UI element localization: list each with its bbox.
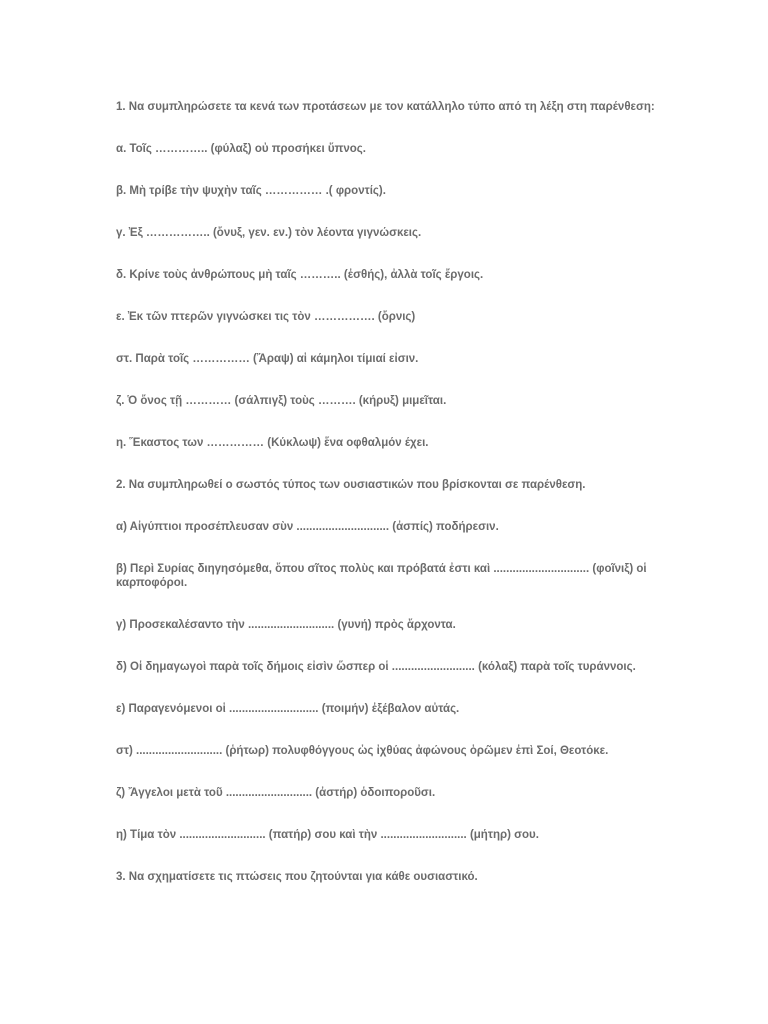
exercise-1-item-d: δ. Κρίνε τοὺς ἀνθρώπους μὴ ταῖς ……….. (ἐσθής), ἀλλὰ τοῖς ἔργοις. xyxy=(116,269,484,281)
exercise-1-item-e: ε. Ἐκ τῶν πτερῶν γιγνώσκει τις τὸν ……………. (ὄρνις) xyxy=(116,311,416,323)
exercise-1-item-b: β. Μὴ τρίβε τὴν ψυχὴν ταῖς …………… .( φροντίς). xyxy=(116,185,386,197)
exercise-2-item-a: α) Αἰγύπτιοι προσέπλευσαν σὺν ............................. (ἀσπίς) ποδήρεσιν. xyxy=(116,521,499,533)
section-3-heading: 3. Να σχηματίσετε τις πτώσεις που ζητούνται για κάθε ουσιαστικό. xyxy=(116,871,478,883)
exercise-1-item-st: στ. Παρὰ τοῖς …………… (Ἄραψ) αἱ κάμηλοι τίμιαί εἰσιν. xyxy=(116,353,419,365)
exercise-1-item-z: ζ. Ὁ ὄνος τῇ ………… (σάλπιγξ) τοὺς ………. (κήρυξ) μιμεῖται. xyxy=(116,395,447,407)
exercise-2-item-st: στ) ........................... (ῥήτωρ) πολυφθόγγους ὡς ἰχθύας ἀφώνους ὁρῶμεν ἐπὶ Σοί, Θεοτόκε. xyxy=(116,745,609,757)
exercise-2-item-z: ζ) Ἄγγελοι μετὰ τοῦ ........................... (ἀστήρ) ὁδοιποροῦσι. xyxy=(116,787,436,799)
exercise-2-item-d: δ) Οἱ δημαγωγοὶ παρὰ τοῖς δήμοις εἰσὶν ὥσπερ οἱ .......................... (κόλαξ) παρὰ τοῖς τυράννοις. xyxy=(116,661,636,673)
exercise-1-item-a: α. Τοῖς ………….. (φύλαξ) οὐ προσήκει ὕπνος. xyxy=(116,143,366,155)
exercise-1-item-c: γ. Ἐξ …………….. (ὄνυξ, γεν. εν.) τὸν λέοντα γιγνώσκεις. xyxy=(116,227,422,239)
section-1-heading: 1. Να συμπληρώσετε τα κενά των προτάσεων με τον κατάλληλο τύπο από τη λέξη στη παρένθεση: xyxy=(116,101,655,113)
exercise-2-item-e: ε) Παραγενόμενοι οἱ ............................ (ποιμήν) ἐξέβαλον αὐτάς. xyxy=(116,703,460,715)
exercise-2-item-b: β) Περὶ Συρίας διηγησόμεθα, ὅπου σῖτος πολὺς και πρόβατά ἐστι καὶ .............................. (φοῖνιξ) οἱ καρποφόροι. xyxy=(116,563,647,589)
exercise-2-item-i: η) Τίμα τὸν ........................... (πατήρ) σου καὶ τὴν ........................... (μήτηρ) σου. xyxy=(116,829,539,841)
exercise-2-item-c: γ) Προσεκαλέσαντο τὴν ........................... (γυνή) πρὸς ἄρχοντα. xyxy=(116,619,456,631)
exercise-1-item-i: η. Ἕκαστος των …………… (Κύκλωψ) ἕνα οφθαλμόν έχει. xyxy=(116,437,429,449)
document-body xyxy=(116,100,656,884)
section-2-heading: 2. Να συμπληρωθεί ο σωστός τύπος των ουσιαστικών που βρίσκονται σε παρένθεση. xyxy=(116,479,586,491)
